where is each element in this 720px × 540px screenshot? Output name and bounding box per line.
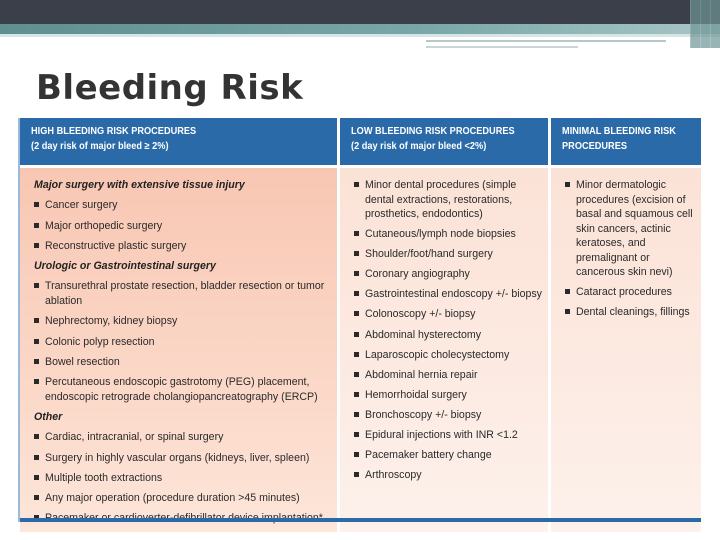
square-bullet-icon xyxy=(34,495,39,500)
decorative-line xyxy=(426,46,578,48)
procedure-item xyxy=(34,471,331,486)
procedure-item xyxy=(354,448,542,463)
square-bullet-icon xyxy=(34,223,39,228)
procedure-item xyxy=(565,178,695,280)
category-heading: Urologic or Gastrointestinal surgery xyxy=(34,260,216,273)
procedure-item xyxy=(354,247,542,262)
square-bullet-icon xyxy=(354,332,359,337)
square-bullet-icon xyxy=(354,392,359,397)
high-risk-header-title: HIGH BLEEDING RISK PROCEDURES xyxy=(31,126,197,137)
procedure-text: Reconstructive plastic surgery xyxy=(45,239,187,252)
procedure-text: Minor dental procedures (simple dental extractions, restorations, prosthetics, endodontics) xyxy=(365,179,517,220)
square-bullet-icon xyxy=(354,182,359,187)
procedure-text: Surgery in highly vascular organs (kidneys, liver, spleen) xyxy=(45,451,310,464)
procedure-item xyxy=(34,335,331,350)
square-bullet-icon xyxy=(565,182,570,187)
square-bullet-icon xyxy=(34,359,39,364)
procedure-item xyxy=(34,430,331,445)
procedure-item xyxy=(354,178,542,222)
bleeding-risk-table xyxy=(20,118,701,522)
minimal-risk-header xyxy=(551,118,701,165)
decorative-line xyxy=(426,40,666,42)
high-risk-body xyxy=(20,168,337,532)
square-bullet-icon xyxy=(354,432,359,437)
procedure-item xyxy=(565,285,695,300)
procedure-text: Transurethral prostate resection, bladder resection or tumor ablation xyxy=(45,280,325,307)
top-accent-stripe xyxy=(0,24,720,34)
procedure-text: Major orthopedic surgery xyxy=(45,219,163,232)
procedure-item xyxy=(34,198,331,213)
procedure-text: Colonic polyp resection xyxy=(45,335,155,348)
procedure-text: Epidural injections with INR <1.2 xyxy=(365,429,518,442)
procedure-text: Pacemaker battery change xyxy=(365,449,492,462)
procedure-item xyxy=(34,219,331,234)
procedure-text: Cardiac, intracranial, or spinal surgery xyxy=(45,431,224,444)
procedure-text: Multiple tooth extractions xyxy=(45,471,163,484)
procedure-text: Percutaneous endoscopic gastrotomy (PEG) placement, endoscopic retrograde cholangiopancreatography (ERCP) xyxy=(45,376,318,403)
minimal-risk-body xyxy=(551,168,701,532)
procedure-text: Gastrointestinal endoscopy +/- biopsy xyxy=(365,288,542,301)
square-bullet-icon xyxy=(34,434,39,439)
procedure-text: Colonoscopy +/- biopsy xyxy=(365,308,476,321)
procedure-text: Dental cleanings, fillings xyxy=(576,306,690,319)
procedure-text: Nephrectomy, kidney biopsy xyxy=(45,315,178,328)
procedure-text: Bowel resection xyxy=(45,355,120,368)
procedure-item xyxy=(354,328,542,343)
square-bullet-icon xyxy=(565,289,570,294)
procedure-item xyxy=(354,368,542,383)
low-risk-column xyxy=(340,118,548,532)
procedure-text: Bronchoscopy +/- biopsy xyxy=(365,408,482,421)
procedure-item xyxy=(34,451,331,466)
procedure-item xyxy=(354,388,542,403)
procedure-text: Coronary angiography xyxy=(365,268,470,281)
procedure-item xyxy=(565,305,695,320)
high-risk-list xyxy=(34,178,331,526)
category-heading: Other xyxy=(34,410,63,423)
high-risk-header xyxy=(20,118,337,165)
procedure-item xyxy=(354,428,542,443)
square-bullet-icon xyxy=(354,412,359,417)
low-risk-list xyxy=(354,178,542,483)
low-risk-body xyxy=(340,168,548,532)
procedure-text: Shoulder/foot/hand surgery xyxy=(365,248,493,261)
procedure-item xyxy=(354,267,542,282)
procedure-text: Cutaneous/lymph node biopsies xyxy=(365,228,516,241)
square-bullet-icon xyxy=(354,291,359,296)
square-bullet-icon xyxy=(354,352,359,357)
square-bullet-icon xyxy=(34,243,39,248)
top-accent-line xyxy=(0,34,720,37)
slide-title: Bleeding Risk xyxy=(36,68,304,108)
procedure-text: Hemorrhoidal surgery xyxy=(365,388,467,401)
square-bullet-icon xyxy=(354,372,359,377)
low-risk-header-subtitle: (2 day risk of major bleed <2%) xyxy=(351,141,487,152)
square-bullet-icon xyxy=(354,271,359,276)
corner-decoration xyxy=(690,0,720,48)
procedure-item xyxy=(34,375,331,404)
minimal-risk-column xyxy=(551,118,701,532)
square-bullet-icon xyxy=(34,379,39,384)
minimal-risk-header-subtitle: PROCEDURES xyxy=(562,141,627,152)
square-bullet-icon xyxy=(34,475,39,480)
procedure-item xyxy=(354,307,542,322)
procedure-item xyxy=(354,287,542,302)
minimal-risk-header-title: MINIMAL BLEEDING RISK xyxy=(562,126,676,137)
square-bullet-icon xyxy=(34,339,39,344)
square-bullet-icon xyxy=(354,452,359,457)
procedure-text: Any major operation (procedure duration >45 minutes) xyxy=(45,492,300,505)
low-risk-header-title: LOW BLEEDING RISK PROCEDURES xyxy=(351,126,515,137)
procedure-item xyxy=(354,348,542,363)
procedure-text: Abdominal hysterectomy xyxy=(365,328,481,341)
high-risk-header-subtitle: (2 day risk of major bleed ≥ 2%) xyxy=(31,141,169,152)
square-bullet-icon xyxy=(34,455,39,460)
square-bullet-icon xyxy=(34,202,39,207)
low-risk-header xyxy=(340,118,548,165)
square-bullet-icon xyxy=(354,251,359,256)
procedure-item xyxy=(354,408,542,423)
procedure-text: Cancer surgery xyxy=(45,199,118,212)
procedure-item xyxy=(34,491,331,506)
category-heading: Major surgery with extensive tissue injury xyxy=(34,179,245,191)
procedure-item xyxy=(34,355,331,370)
square-bullet-icon xyxy=(34,283,39,288)
procedure-item xyxy=(34,314,331,329)
minimal-risk-list xyxy=(565,178,695,320)
procedure-text: Minor dermatologic procedures (excision of basal and squamous cell skin cancers, actinic keratoses, and premalignant or cancerous skin nevi) xyxy=(576,179,693,278)
procedure-item xyxy=(354,227,542,242)
square-bullet-icon xyxy=(565,309,570,314)
procedure-text: Abdominal hernia repair xyxy=(365,368,478,381)
procedure-item xyxy=(354,468,542,483)
square-bullet-icon xyxy=(34,318,39,323)
high-risk-column xyxy=(20,118,337,532)
procedure-text: Laparoscopic cholecystectomy xyxy=(365,348,510,361)
top-decorative-band xyxy=(0,0,720,24)
procedure-text: Arthroscopy xyxy=(365,469,422,482)
table-bottom-bar xyxy=(20,518,701,522)
square-bullet-icon xyxy=(354,472,359,477)
procedure-item xyxy=(34,239,331,254)
square-bullet-icon xyxy=(354,231,359,236)
procedure-item xyxy=(34,279,331,308)
square-bullet-icon xyxy=(354,311,359,316)
procedure-text: Cataract procedures xyxy=(576,286,672,299)
